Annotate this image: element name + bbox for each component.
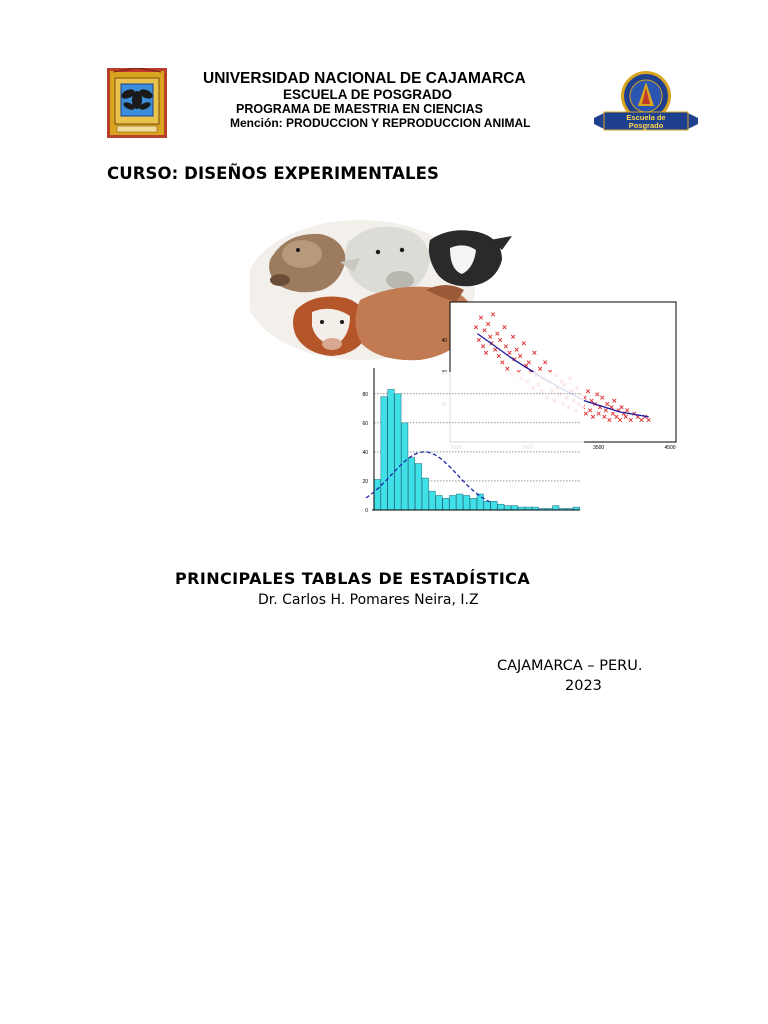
cover-illustration [250,220,690,515]
posgrado-logo-text-2: Posgrado [628,121,664,130]
histogram-bar [456,494,462,510]
mention-line: Mención: PRODUCCION Y REPRODUCCION ANIMAL [230,116,531,130]
histogram-bar [422,478,428,510]
course-title: CURSO: DISEÑOS EXPERIMENTALES [107,164,439,183]
scatter-y-tick-label: 40 [441,338,447,344]
histogram-bar [504,506,510,510]
histogram-bar [415,464,421,510]
histogram-bar [498,504,504,510]
posgrado-school-logo [592,68,700,134]
location: CAJAMARCA – PERU. [497,658,643,674]
posgrado-logo-text-1: Escuela de [626,113,666,122]
histogram-bar [429,491,435,510]
histogram-bar [408,458,414,510]
histogram-bar [491,501,497,510]
histogram-bar [511,506,517,510]
histogram-y-tick-label: 20 [362,478,368,485]
histogram-bar [463,495,469,510]
histogram-y-tick-label: 80 [362,391,368,398]
scatter-x-tick-label: 3500 [593,445,605,451]
histogram-bar [470,498,476,510]
document-title: PRINCIPALES TABLAS DE ESTADÍSTICA [175,569,531,588]
histogram-bar [443,498,449,510]
histogram-bar [401,423,407,510]
histogram-chart [362,368,584,514]
histogram-bar [484,501,490,510]
histogram-bar [553,506,559,510]
histogram-bar [436,495,442,510]
histogram-bar [374,479,380,510]
year: 2023 [565,678,602,694]
illustration-svg [250,220,690,515]
histogram-bar [381,397,387,510]
histogram-y-tick-label: 0 [365,508,368,514]
scatter-x-tick-label: 4500 [664,445,676,451]
school-name: ESCUELA DE POSGRADO [283,87,453,102]
university-name: UNIVERSIDAD NACIONAL DE CAJAMARCA [203,70,526,87]
histogram-bar [395,394,401,510]
histogram-bar [477,494,483,510]
author-name: Dr. Carlos H. Pomares Neira, I.Z [258,592,479,608]
university-seal-logo [107,68,167,138]
histogram-bar [388,389,394,510]
program-name: PROGRAMA DE MAESTRIA EN CIENCIAS [236,102,484,116]
histogram-bar [450,495,456,510]
histogram-y-tick-label: 40 [362,449,368,456]
histogram-y-tick-label: 60 [362,420,368,427]
